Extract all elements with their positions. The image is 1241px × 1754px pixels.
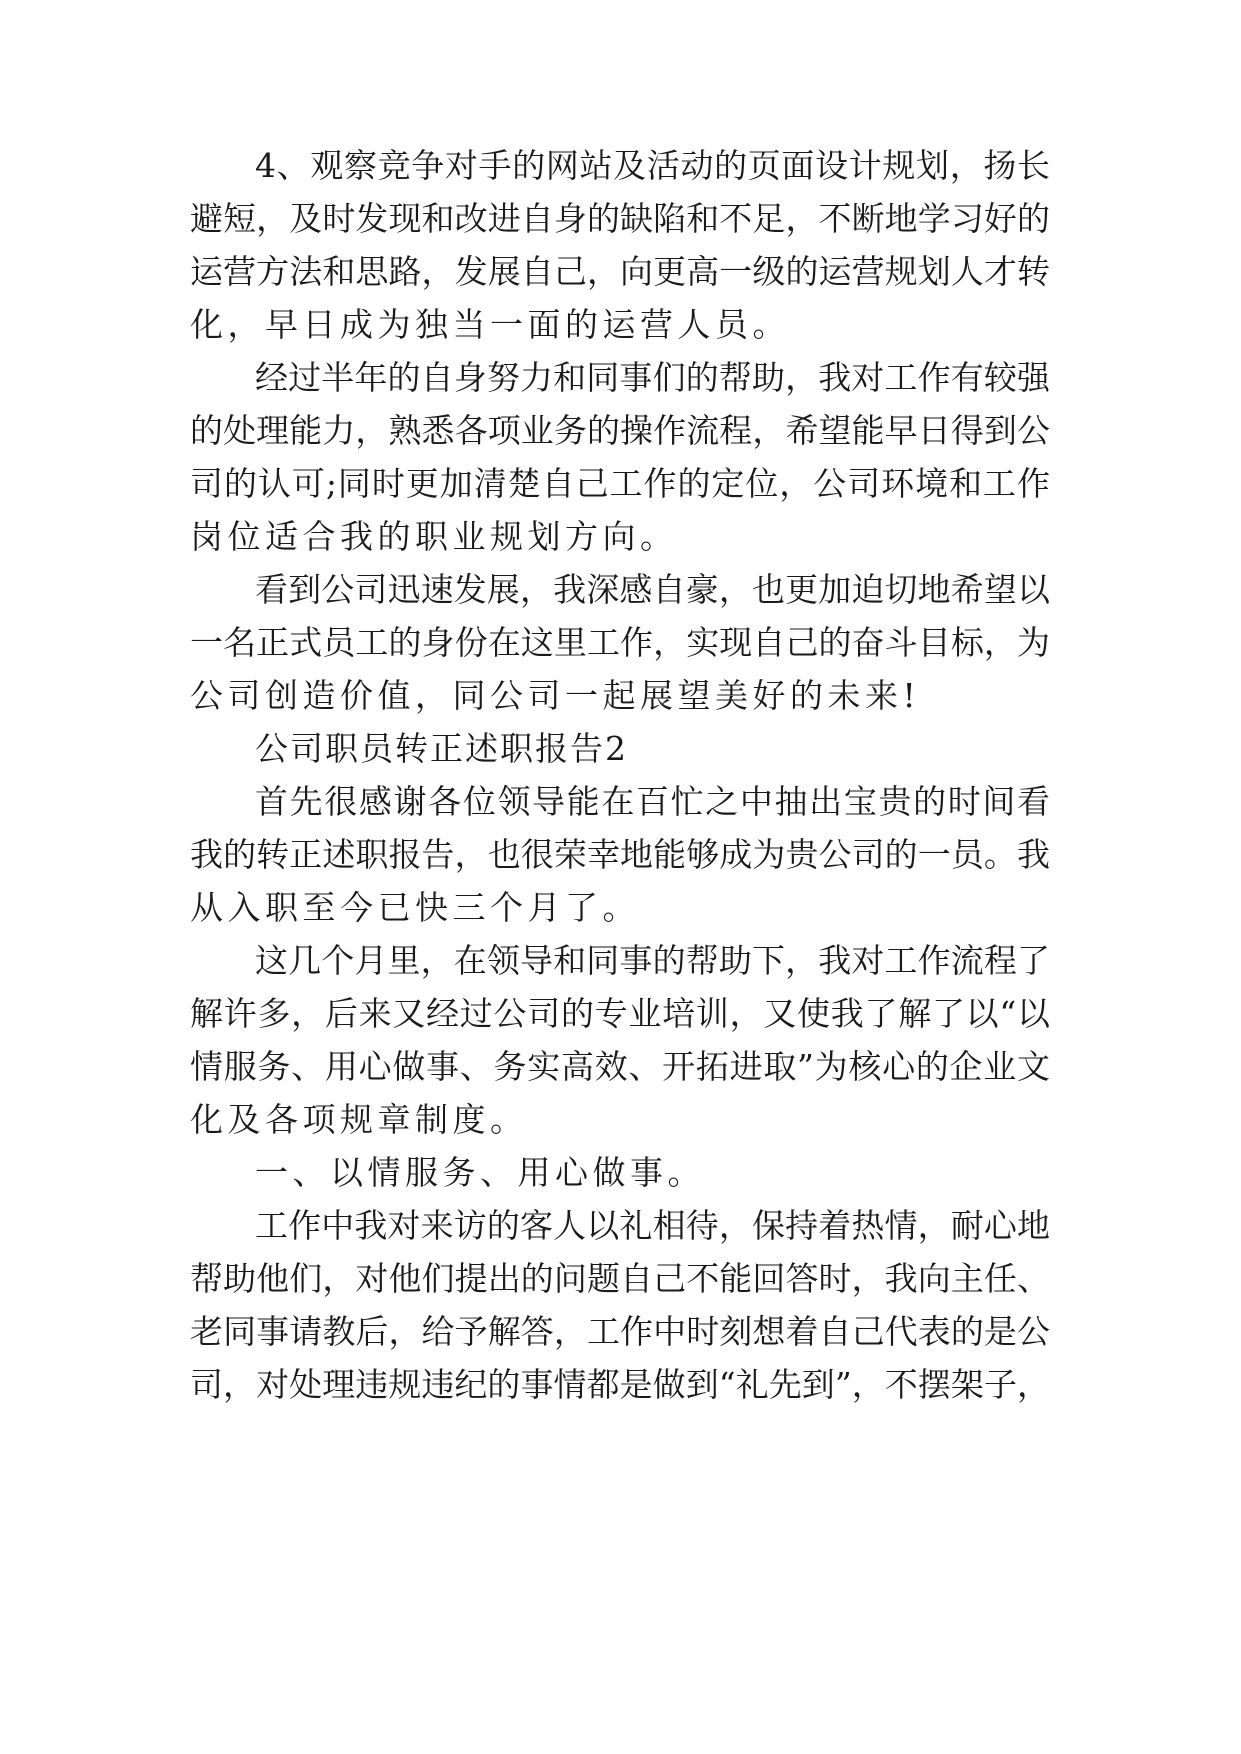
- paragraph-line: 一名正式员工的身份在这里工作，实现自己的奋斗目标，为: [190, 623, 1050, 662]
- paragraph-line: 工作中我对来访的客人以礼相待，保持着热情，耐心地: [255, 1206, 1050, 1245]
- section-title: 公司职员转正述职报告2: [255, 729, 628, 768]
- paragraph-line: 化，早日成为独当一面的运营人员。: [190, 305, 790, 344]
- paragraph-line: 运营方法和思路，发展自己，向更高一级的运营规划人才转: [190, 252, 1050, 291]
- paragraph-line: 情服务、用心做事、务实高效、开拓进取”为核心的企业文: [190, 1047, 1050, 1086]
- paragraph-line: 避短，及时发现和改进自身的缺陷和不足，不断地学习好的: [190, 199, 1050, 238]
- paragraph-line: 首先很感谢各位领导能在百忙之中抽出宝贵的时间看: [255, 782, 1050, 821]
- paragraph-line: 的处理能力，熟悉各项业务的操作流程，希望能早日得到公: [190, 411, 1050, 450]
- paragraph-line: 这几个月里，在领导和同事的帮助下，我对工作流程了: [255, 941, 1050, 980]
- section-heading: 一、以情服务、用心做事。: [255, 1153, 705, 1192]
- paragraph-line: 经过半年的自身努力和同事们的帮助，我对工作有较强: [255, 358, 1050, 397]
- paragraph-line: 公司创造价值，同公司一起展望美好的未来!: [190, 676, 921, 715]
- paragraph-line: 老同事请教后，给予解答，工作中时刻想着自己代表的是公: [190, 1312, 1050, 1351]
- paragraph-line: 解许多，后来又经过公司的专业培训，又使我了解了以“以: [190, 994, 1050, 1033]
- paragraph-line: 岗位适合我的职业规划方向。: [190, 517, 678, 556]
- paragraph-line: 帮助他们，对他们提出的问题自己不能回答时，我向主任、: [190, 1259, 1050, 1298]
- paragraph-line: 司，对处理违规违纪的事情都是做到“礼先到”，不摆架子，: [190, 1365, 1050, 1404]
- paragraph-line: 司的认可;同时更加清楚自己工作的定位，公司环境和工作: [190, 464, 1050, 503]
- paragraph-line: 从入职至今已快三个月了。: [190, 888, 640, 927]
- paragraph-line: 看到公司迅速发展，我深感自豪，也更加迫切地希望以: [255, 570, 1050, 609]
- paragraph-line: 化及各项规章制度。: [190, 1100, 528, 1139]
- paragraph-line: 4、观察竞争对手的网站及活动的页面设计规划，扬长: [255, 146, 1050, 185]
- paragraph-line: 我的转正述职报告，也很荣幸地能够成为贵公司的一员。我: [190, 835, 1050, 874]
